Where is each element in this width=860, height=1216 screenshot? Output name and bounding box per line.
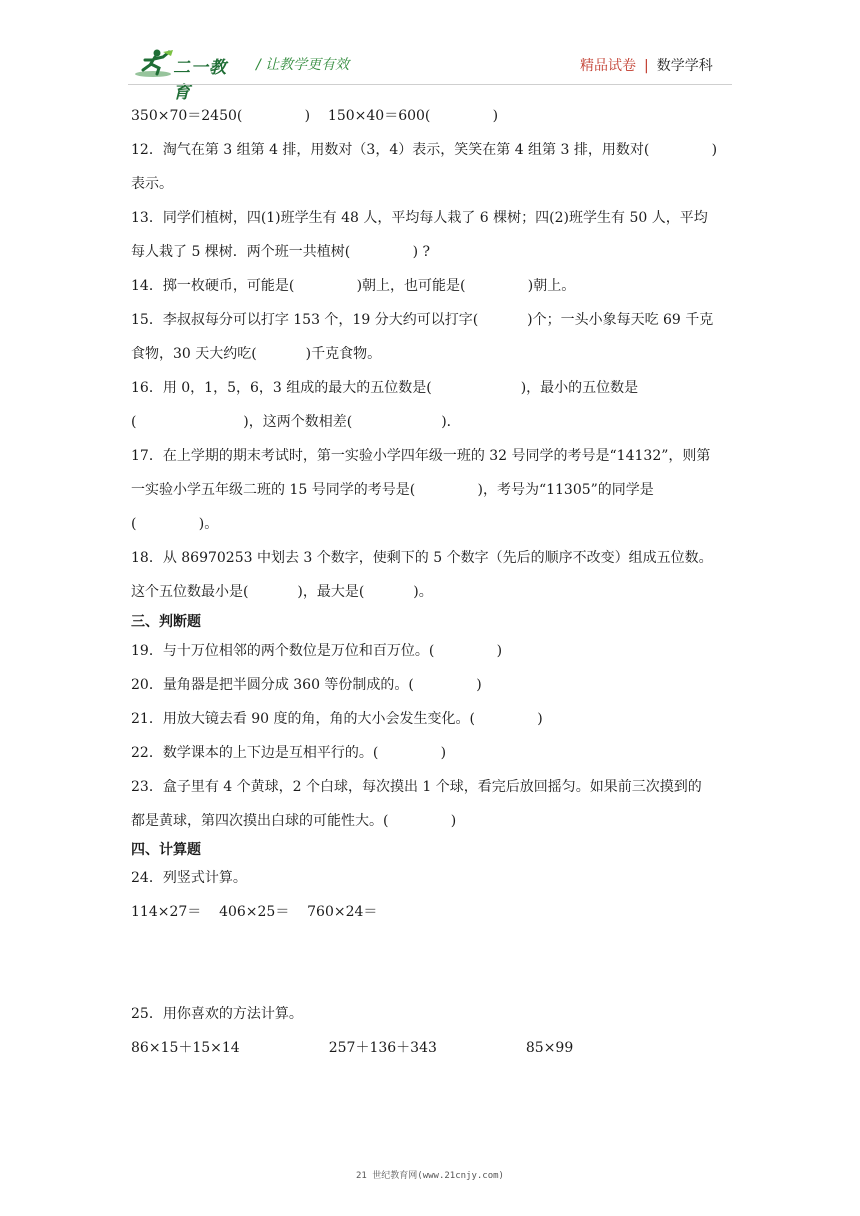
- question-25: 25．用你喜欢的方法计算。: [131, 1006, 303, 1022]
- header-tags: [580, 55, 713, 75]
- slogan: / 让教学更有效: [256, 57, 350, 73]
- text-line: 食物，30 天大约吃( )千克食物。: [131, 346, 382, 362]
- text-line: 这个五位数最小是( )，最大是( )。: [131, 584, 433, 600]
- section-heading-calculation: 四、计算题: [131, 842, 201, 858]
- question-17: 17．在上学期的期末考试时，第一实验小学四年级一班的 32 号同学的考号是“14132”，则第: [131, 448, 711, 464]
- page-header: [0, 0, 860, 103]
- question-21: 21．用放大镜去看 90 度的角，角的大小会发生变化。( ): [131, 711, 543, 727]
- question-14: 14．掷一枚硬币，可能是( )朝上，也可能是( )朝上。: [131, 278, 576, 294]
- question-15: 15．李叔叔每分可以打字 153 个，19 分大约可以打字( )个；一头小象每天吃 69 千克: [131, 312, 714, 328]
- text-line: 350×70＝2450( ) 150×40＝600( ): [131, 108, 499, 124]
- question-24: 24．列竖式计算。: [131, 870, 247, 886]
- question-16: 16．用 0，1，5，6，3 组成的最大的五位数是( )，最小的五位数是: [131, 380, 639, 396]
- text-line: ( )。: [131, 516, 219, 532]
- question-19: 19．与十万位相邻的两个数位是万位和百万位。( ): [131, 643, 503, 659]
- quality-tag: 精品试卷: [580, 58, 636, 74]
- text-line: 86×15＋15×14 257＋136＋343 85×99: [131, 1040, 574, 1056]
- text-line: ( )，这两个数相差( )．: [131, 414, 461, 430]
- text-line: 114×27＝ 406×25＝ 760×24＝: [131, 904, 378, 920]
- question-22: 22．数学课本的上下边是互相平行的。( ): [131, 745, 447, 761]
- question-13: 13．同学们植树，四(1)班学生有 48 人，平均每人栽了 6 棵树；四(2)班学生有 50 人，平均: [131, 210, 708, 226]
- page-footer: 21 世纪教育网(www.21cnjy.com): [356, 1171, 504, 1181]
- brand-logo: [133, 48, 243, 103]
- logo-text: 二一教育: [173, 58, 227, 103]
- subject-tag: 数学学科: [656, 58, 713, 74]
- text-line: 表示。: [131, 176, 173, 192]
- section-heading-judgment: 三、判断题: [131, 614, 201, 630]
- text-line: 一实验小学五年级二班的 15 号同学的考号是( )，考号为“11305”的同学是: [131, 482, 654, 498]
- text-line: 每人栽了 5 棵树．两个班一共植树( ) ?: [131, 244, 430, 260]
- question-12: 12．淘气在第 3 组第 4 排，用数对（3，4）表示，笑笑在第 4 组第 3 排，用数对( ): [131, 142, 718, 158]
- runner-icon: [133, 48, 175, 78]
- question-18: 18．从 86970253 中划去 3 个数字，使剩下的 5 个数字（先后的顺序不改变）组成五位数。: [131, 550, 713, 566]
- text-line: 都是黄球，第四次摸出白球的可能性大。( ): [131, 813, 457, 829]
- tag-separator: |: [644, 58, 649, 74]
- header-divider: [128, 84, 732, 85]
- question-20: 20．量角器是把半圆分成 360 等份制成的。( ): [131, 677, 482, 693]
- question-23: 23．盒子里有 4 个黄球，2 个白球，每次摸出 1 个球，看完后放回摇匀。如果前三次摸到的: [131, 779, 702, 795]
